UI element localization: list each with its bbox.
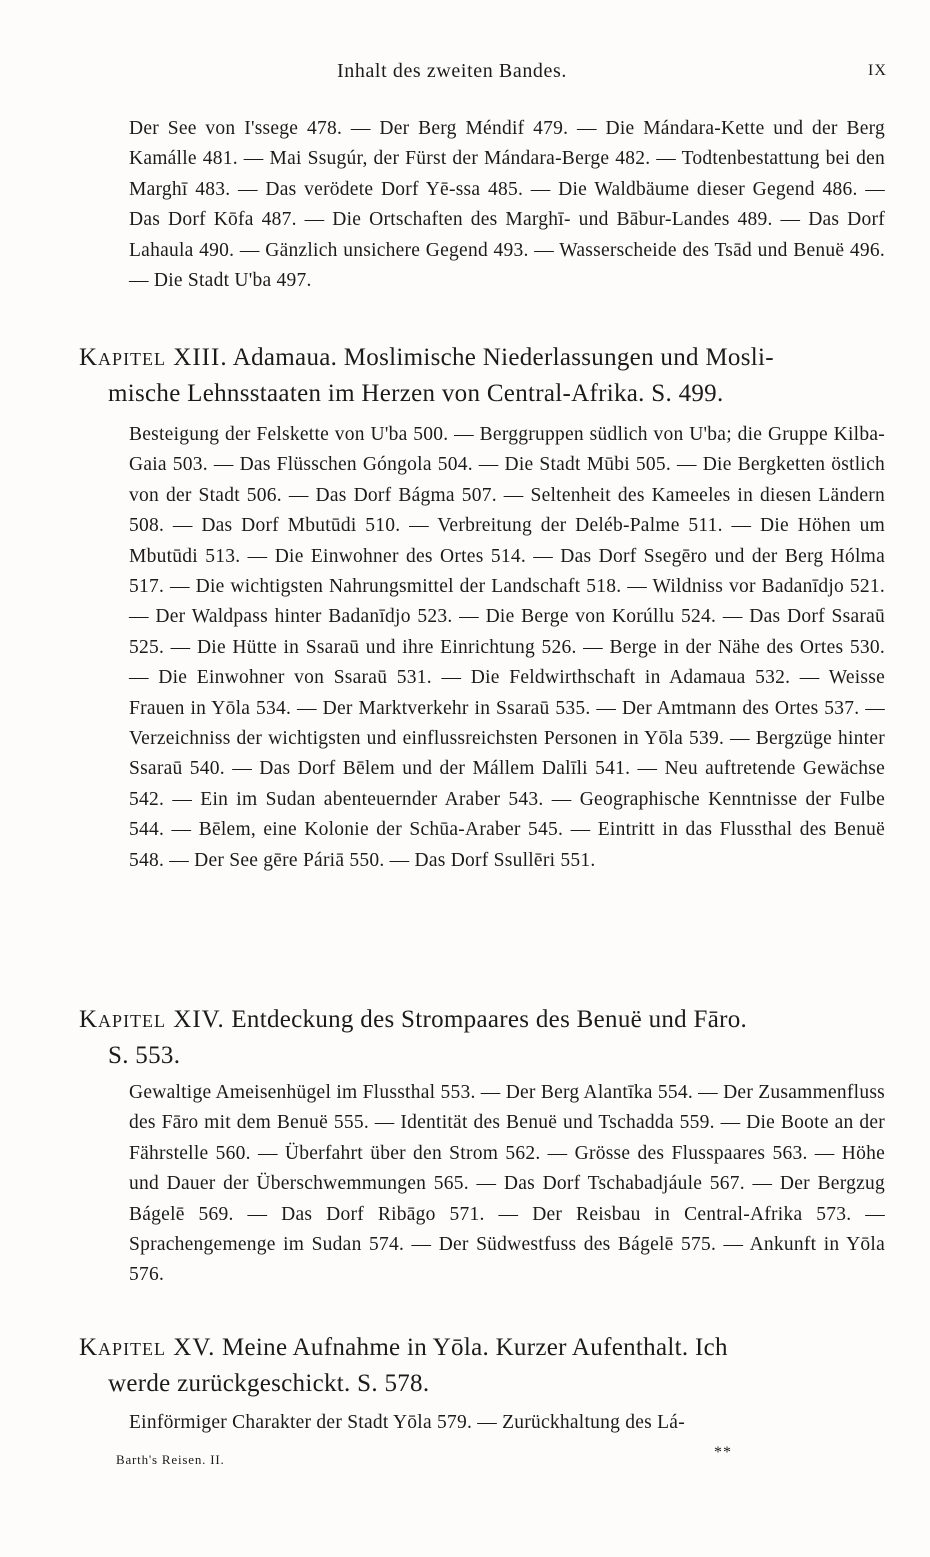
chapter-title: Adamaua. Moslimische Niederlassungen und Mosli- bbox=[232, 344, 774, 371]
chapter-title-line-1 bbox=[79, 1002, 887, 1038]
chapter-summary-xii: Der See von I'ssege 478. — Der Berg Méndif 479. — Die Mándara-Kette und der Berg Kamálle 481. — Mai Ssugúr, der Fürst der Mándara-Berge 482. — Todtenbestattung bei den Marghī 483. — Das verödete Dorf Yē-ssa 485. — Die Waldbäume dieser Gegend 486. — Das Dorf Kōfa 487. — Die Ortschaften des Marghī- und Bābur-Landes 489. — Das Dorf Lahaula 490. — Gänzlich unsichere Gegend 493. — Wasserscheide des Tsād und Benuë 496. — Die Stadt U'ba 497. bbox=[129, 118, 885, 292]
page-number: IX bbox=[868, 62, 887, 79]
chapter-label: Kapitel XV. bbox=[79, 1334, 216, 1361]
chapter-title-line-1 bbox=[79, 340, 887, 376]
chapter-title-line-2: mische Lehnsstaaten im Herzen von Central-Afrika. S. 499. bbox=[108, 380, 724, 407]
chapter-heading-xiv bbox=[79, 1002, 887, 1074]
chapter-summary-xv: Einförmiger Charakter der Stadt Yōla 579. — Zurückhaltung des Lá- bbox=[129, 1412, 685, 1433]
chapter-label: Kapitel XIII. bbox=[79, 344, 228, 371]
page-header bbox=[0, 60, 930, 90]
running-title: Inhalt des zweiten Bandes. bbox=[337, 60, 567, 82]
chapter-heading-xv bbox=[79, 1330, 887, 1402]
chapter-title: Entdeckung des Strompaares des Benuë und Fāro. bbox=[231, 1006, 748, 1033]
chapter-heading-xiii bbox=[79, 340, 887, 412]
chapter-title-line-1 bbox=[79, 1330, 887, 1366]
signature-mark: ** bbox=[714, 1444, 732, 1461]
chapter-summary-xiv: Gewaltige Ameisenhügel im Flussthal 553. — Der Berg Alantīka 554. — Der Zusammenfluss des Fāro mit dem Benuë 555. — Identität des Benuë und Tschadda 559. — Die Boote an der Fährstelle 560. — Überfahrt über den Strom 562. — Grösse des Flusspaares 563. — Höhe und Dauer der Überschwemmungen 565. — Das Dorf Tschabadjáule 567. — Der Bergzug Bágelē 569. — Das Dorf Ribāgo 571. — Der Reisbau in Central-Afrika 573. — Sprachengemenge im Sudan 574. — Der Südwestfuss des Bágelē 575. — Ankunft in Yōla 576. bbox=[129, 1082, 885, 1286]
chapter-title-line-2: werde zurückgeschickt. S. 578. bbox=[108, 1370, 430, 1397]
chapter-title: Meine Aufnahme in Yōla. Kurzer Aufenthalt. Ich bbox=[222, 1334, 728, 1361]
chapter-title-line-2: S. 553. bbox=[108, 1042, 181, 1069]
printer-signature: Barth's Reisen. II. bbox=[116, 1452, 225, 1467]
chapter-summary-xiii: Besteigung der Felskette von U'ba 500. — Berggruppen südlich von U'ba; die Gruppe Kilba-Gaia 503. — Das Flüsschen Góngola 504. — Die Stadt Mūbi 505. — Die Bergketten östlich von der Stadt 506. — Das Dorf Bágma 507. — Seltenheit des Kameeles in diesen Ländern 508. — Das Dorf Mbutūdi 510. — Verbreitung der Deléb-Palme 511. — Die Höhen um Mbutūdi 513. — Die Einwohner des Ortes 514. — Das Dorf Ssegēro und der Berg Hólma 517. — Die wichtigsten Nahrungsmittel der Landschaft 518. — Wildniss vor Badanīdjo 521. — Der Waldpass hinter Badanīdjo 523. — Die Berge von Korúllu 524. — Das Dorf Ssaraū 525. — Die Hütte in Ssaraū und ihre Einrichtung 526. — Berge in der Nähe des Ortes 530. — Die Einwohner von Ssaraū 531. — Die Feldwirthschaft in Adamaua 532. — Weisse Frauen in Yōla 534. — Der Marktverkehr in Ssaraū 535. — Der Amtmann des Ortes 537. — Verzeichniss der wichtigsten und einflussreichsten Personen in Yōla 539. — Bergzüge hinter Ssaraū 540. — Das Dorf Bēlem und der Mállem Dalīli 541. — Neu auftretende Gewächse 542. — Ein im Sudan abenteuernder Araber 543. — Geographische Kenntnisse der Fulbe 544. — Bēlem, eine Kolonie der Schūa-Araber 545. — Eintritt in das Flussthal des Benuë 548. — Der See gēre Páriā 550. — Das Dorf Ssullēri 551. bbox=[129, 424, 885, 871]
chapter-label: Kapitel XIV. bbox=[79, 1006, 225, 1033]
